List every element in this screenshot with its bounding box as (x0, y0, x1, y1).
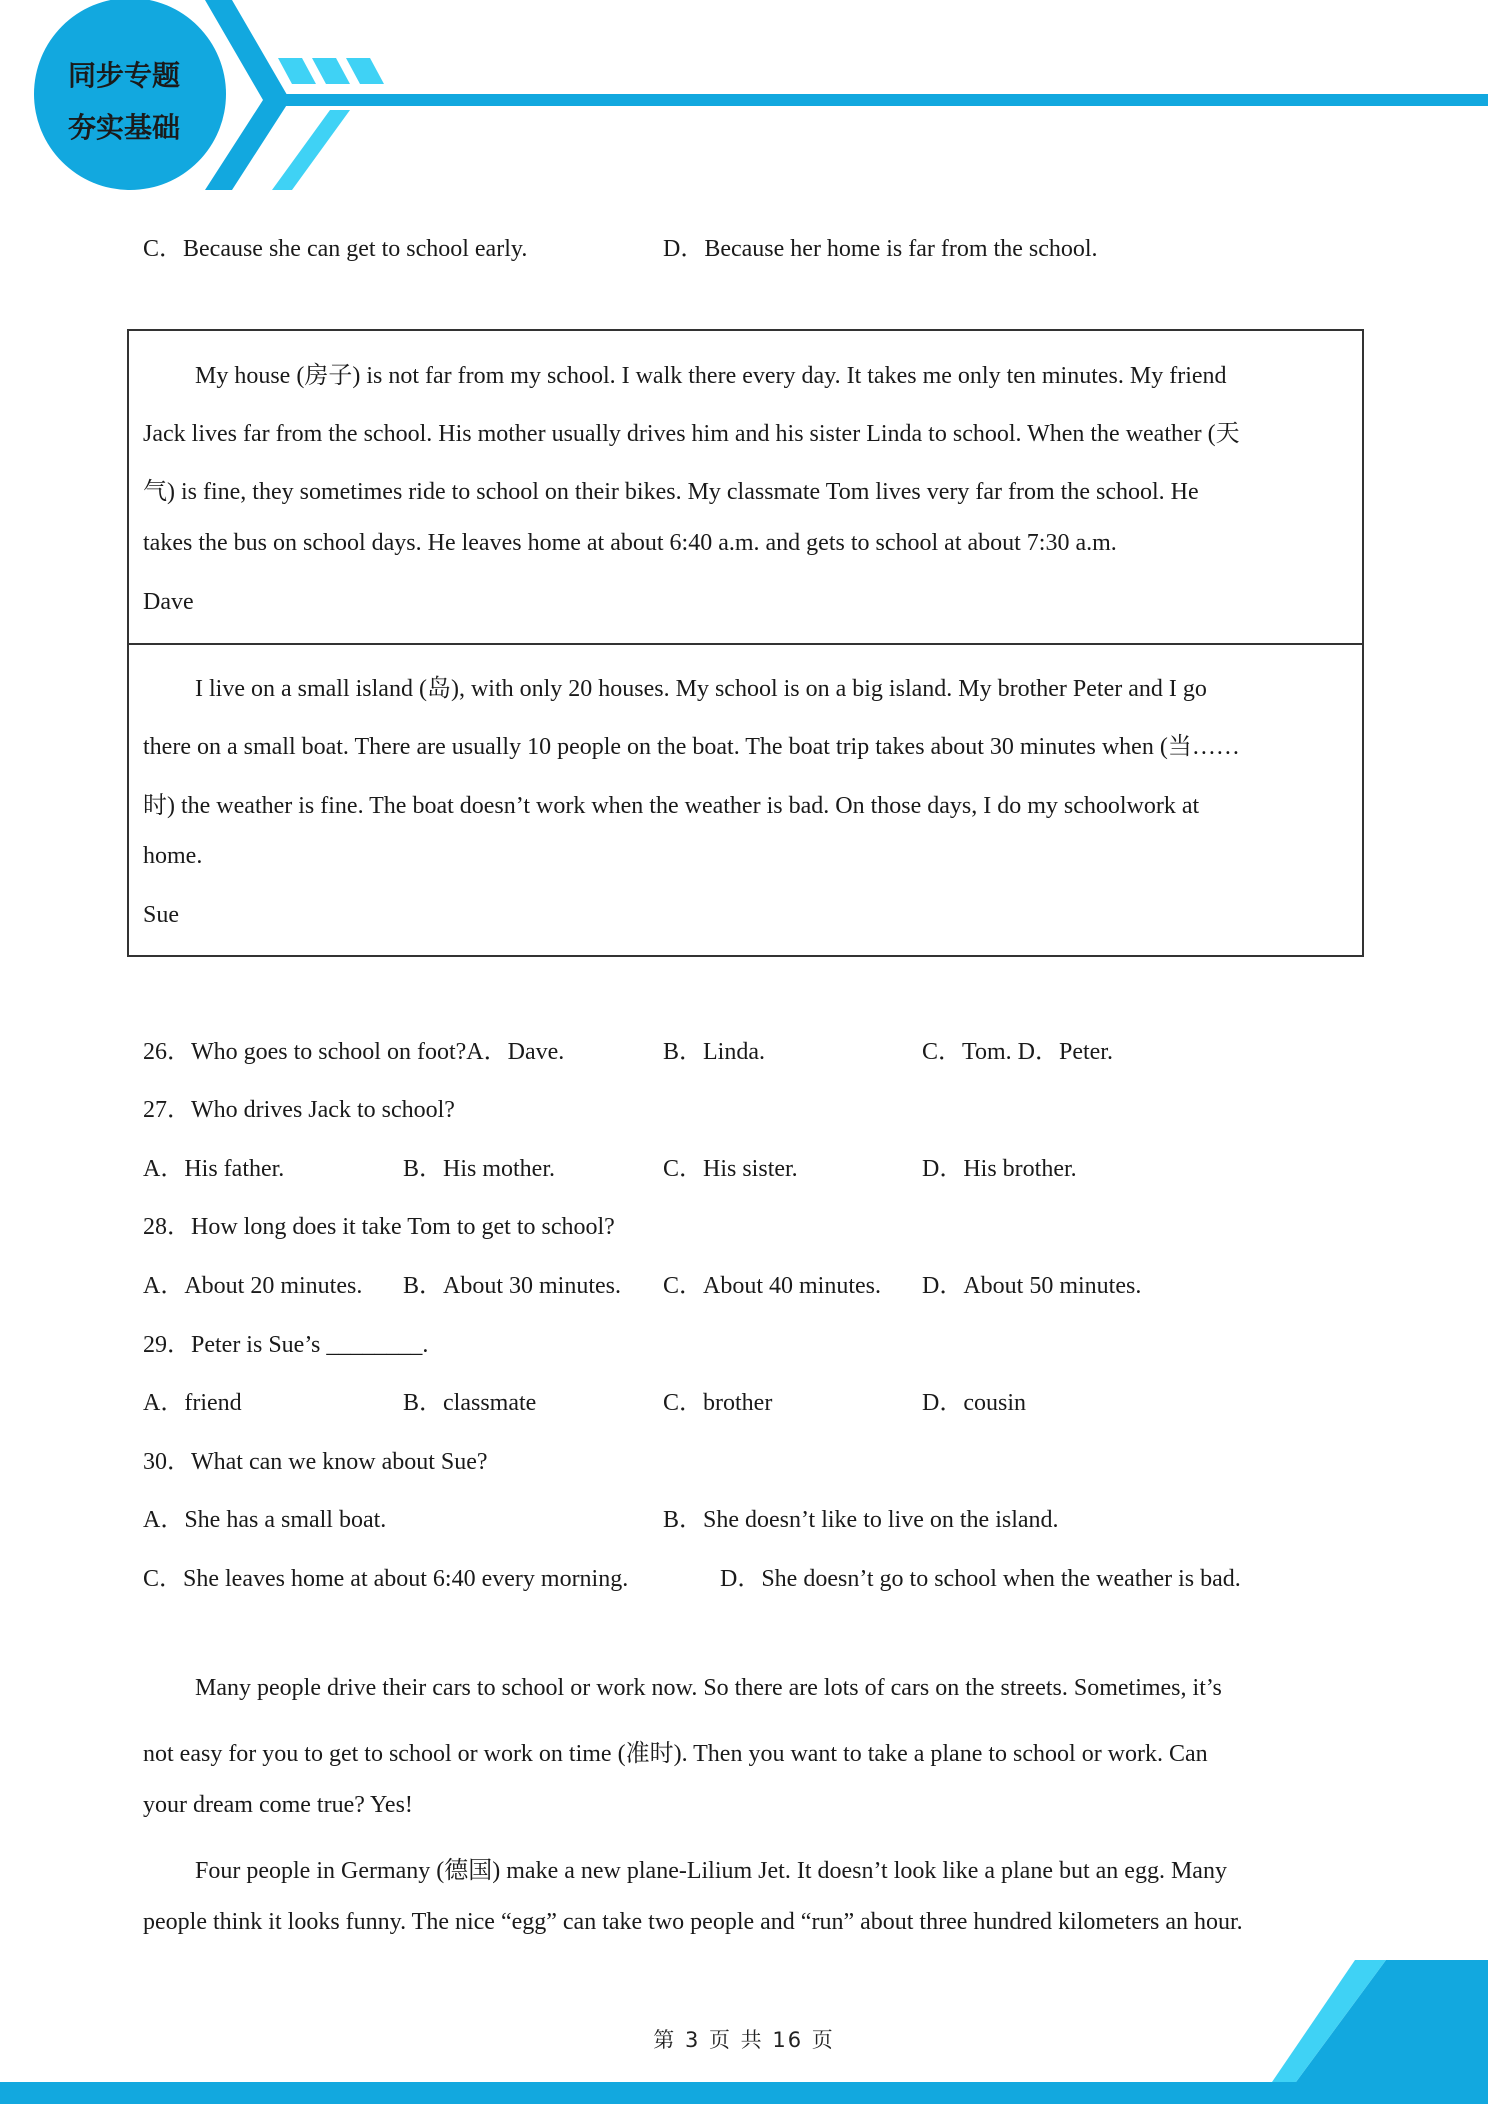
dave-signature: Dave (143, 589, 194, 615)
dave-line-2: Jack lives far from the school. His mother usually drives him and his sister Linda to school. When the weather (天 (143, 421, 1240, 447)
dave-line-4: takes the bus on school days. He leaves home at about 6:40 a.m. and gets to school at about 7:30 a.m. (143, 530, 1117, 556)
prev-option-d: D．Because her home is far from the school. (663, 236, 1098, 262)
sue-line-3: 时) the weather is fine. The boat doesn’t work when the weather is bad. On those days, I do my schoolwork at (143, 793, 1200, 819)
sue-line-1: I live on a small island (岛), with only 20 houses. My school is on a big island. My brother Peter and I go (195, 676, 1207, 702)
plane-line-4: Four people in Germany (德国) make a new plane-Lilium Jet. It doesn’t look like a plane but an egg. Many (195, 1858, 1227, 1884)
q26-option-b: B．Linda. (663, 1039, 765, 1065)
sue-line-4: home. (143, 843, 203, 869)
header-decoration (0, 0, 1488, 200)
plane-line-2: not easy for you to get to school or work on time (准时). Then you want to take a plane to school or work. Can (143, 1741, 1208, 1767)
page-number: 第 3 页 共 16 页 (653, 2028, 835, 2052)
q30-option-a: A．She has a small boat. (143, 1507, 387, 1533)
sue-line-2: there on a small boat. There are usually 10 people on the boat. The boat trip takes about 30 minutes when (当…… (143, 734, 1240, 760)
q28-option-d: D．About 50 minutes. (922, 1273, 1142, 1299)
q26-stem: 26．Who goes to school on foot?A．Dave. (143, 1039, 565, 1065)
q28-stem: 28．How long does it take Tom to get to school? (143, 1214, 615, 1240)
q29-option-d: D．cousin (922, 1390, 1026, 1416)
q28-option-b: B．About 30 minutes. (403, 1273, 622, 1299)
q29-option-c: C．brother (663, 1390, 773, 1416)
box-divider (129, 643, 1362, 645)
q27-option-c: C．His sister. (663, 1156, 798, 1182)
plane-line-1: Many people drive their cars to school or work now. So there are lots of cars on the streets. Sometimes, it’s (195, 1675, 1222, 1701)
q30-option-d: D．She doesn’t go to school when the weather is bad. (720, 1566, 1241, 1592)
q29-option-a: A．friend (143, 1390, 242, 1416)
dave-line-1: My house (房子) is not far from my school. I walk there every day. It takes me only ten minutes. My friend (195, 363, 1227, 389)
badge-line-2: 夯实基础 (67, 111, 180, 144)
q27-option-b: B．His mother. (403, 1156, 556, 1182)
dave-line-3: 气) is fine, they sometimes ride to school on their bikes. My classmate Tom lives very far from the school. He (143, 479, 1199, 505)
prev-option-c: C．Because she can get to school early. (143, 236, 528, 262)
header-badge (36, 50, 212, 154)
q29-stem: 29．Peter is Sue’s ________. (143, 1332, 429, 1358)
q27-stem: 27．Who drives Jack to school? (143, 1097, 455, 1123)
plane-line-3: your dream come true? Yes! (143, 1792, 413, 1818)
q27-option-d: D．His brother. (922, 1156, 1077, 1182)
q26-option-cd: C．Tom. D．Peter. (922, 1039, 1113, 1065)
q30-option-c: C．She leaves home at about 6:40 every morning. (143, 1566, 629, 1592)
q30-stem: 30．What can we know about Sue? (143, 1449, 488, 1475)
q29-option-b: B．classmate (403, 1390, 537, 1416)
q30-option-b: B．She doesn’t like to live on the island. (663, 1507, 1059, 1533)
q27-option-a: A．His father. (143, 1156, 285, 1182)
sue-signature: Sue (143, 902, 179, 928)
badge-line-1: 同步专题 (67, 59, 180, 92)
q28-option-a: A．About 20 minutes. (143, 1273, 363, 1299)
plane-line-5: people think it looks funny. The nice “egg” can take two people and “run” about three hundred kilometers an hour. (143, 1909, 1243, 1935)
q28-option-c: C．About 40 minutes. (663, 1273, 882, 1299)
